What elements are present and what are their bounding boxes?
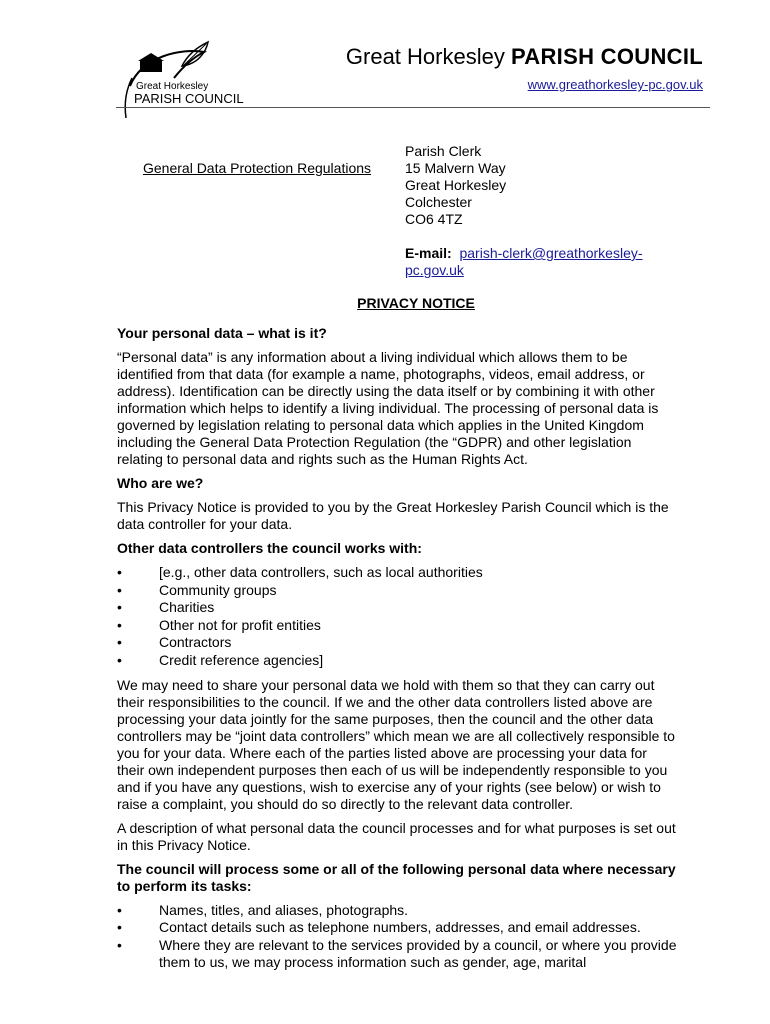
section-paragraph: We may need to share your personal data we hold with them so that they can carry out their responsibilities to the council. If we and the other data controllers listed above are processing your data jointly for the same purposes, then the council and the other data controllers may be “joint data controllers” which mean we are all collectively responsible to you for your data. Where each of the parties listed above are processing your data for their own independent purposes then each of us will be independently responsible to you and if you have any questions, wish to exercise any of your rights (see below) or wish to raise a complaint, you should do so directly to the relevant data controller. — [117, 676, 675, 812]
section-heading-personal-data: Your personal data – what is it? — [117, 325, 327, 341]
list-item: • Contact details such as telephone numbers, addresses, and email addresses. — [117, 919, 641, 936]
gdpr-label: General Data Protection Regulations — [143, 160, 372, 176]
title-part2: PARISH COUNCIL — [510, 44, 703, 69]
logo-text-line1: Great Horkesley — [136, 81, 209, 92]
bullet-icon: • — [117, 634, 122, 651]
email-row — [405, 245, 675, 279]
privacy-notice-title: PRIVACY NOTICE — [357, 295, 475, 311]
list-item: • Charities — [117, 599, 215, 616]
section-paragraph: “Personal data” is any information about a living individual which allows them to be identified from that data (for example a name, photographs, videos, email address, or address). Identification can be directly using the data itself or by combining it with other information which helps to identify a living individual. The processing of personal data is governed by legislation relating to personal data which applies in the United Kingdom including the General Data Protection Regulation (the “GDPR) and other legislation relating to personal data and rights such as the Human Rights Act. — [117, 349, 659, 467]
section-paragraph: This Privacy Notice is provided to you by the Great Horkesley Parish Council which is the data controller for your data. — [117, 499, 669, 532]
address-line: 15 Malvern Way — [405, 160, 506, 176]
address-line: Parish Clerk — [405, 143, 482, 159]
bullet-icon: • — [117, 651, 122, 668]
email-label: E-mail: — [405, 245, 452, 261]
section-heading-who-are-we: Who are we? — [117, 475, 204, 491]
bullet-icon: • — [117, 901, 122, 918]
bullet-icon: • — [117, 564, 122, 580]
bullet-icon: • — [117, 616, 122, 633]
section-heading-data-processed: The council will process some or all of the following personal data where necessary to perform its tasks: — [117, 860, 676, 894]
list-item: • Contractors — [117, 634, 232, 651]
list-item: • Names, titles, and aliases, photographs. — [117, 901, 409, 918]
title-part1: Great Horkesley — [345, 44, 505, 69]
notice-body — [117, 325, 677, 979]
logo-text-line2: PARISH COUNCIL — [134, 91, 244, 106]
header-divider — [116, 107, 710, 108]
clerk-address — [405, 143, 506, 228]
list-item: • Community groups — [117, 581, 277, 598]
bullet-icon: • — [117, 919, 122, 936]
section-paragraph: A description of what personal data the council processes and for what purposes is set out in this Privacy Notice. — [117, 819, 676, 853]
council-title — [346, 44, 703, 70]
list-item: • Where they are relevant to the services provided by a council, or where you provide them to us, we may process information such as gender, age, marital — [117, 936, 677, 971]
section-heading-other-controllers: Other data controllers the council works with: — [117, 540, 422, 556]
list-item: • [e.g., other data controllers, such as local authorities — [117, 564, 483, 580]
list-item: • Other not for profit entities — [117, 616, 321, 633]
website-link[interactable]: www.greathorkesley-pc.gov.uk — [527, 77, 703, 92]
list-item: • Credit reference agencies] — [117, 651, 324, 668]
controllers-list — [117, 564, 677, 670]
address-line: CO6 4TZ — [405, 211, 463, 227]
logo-house — [140, 60, 162, 72]
address-line: Colchester — [405, 194, 472, 210]
bullet-icon: • — [117, 599, 122, 616]
data-types-list — [117, 902, 677, 972]
bullet-icon: • — [117, 936, 122, 953]
email-link[interactable]: parish-clerk@greathorkesley-pc.gov.uk — [405, 245, 643, 278]
address-line: Great Horkesley — [405, 177, 507, 193]
bullet-icon: • — [117, 581, 122, 598]
